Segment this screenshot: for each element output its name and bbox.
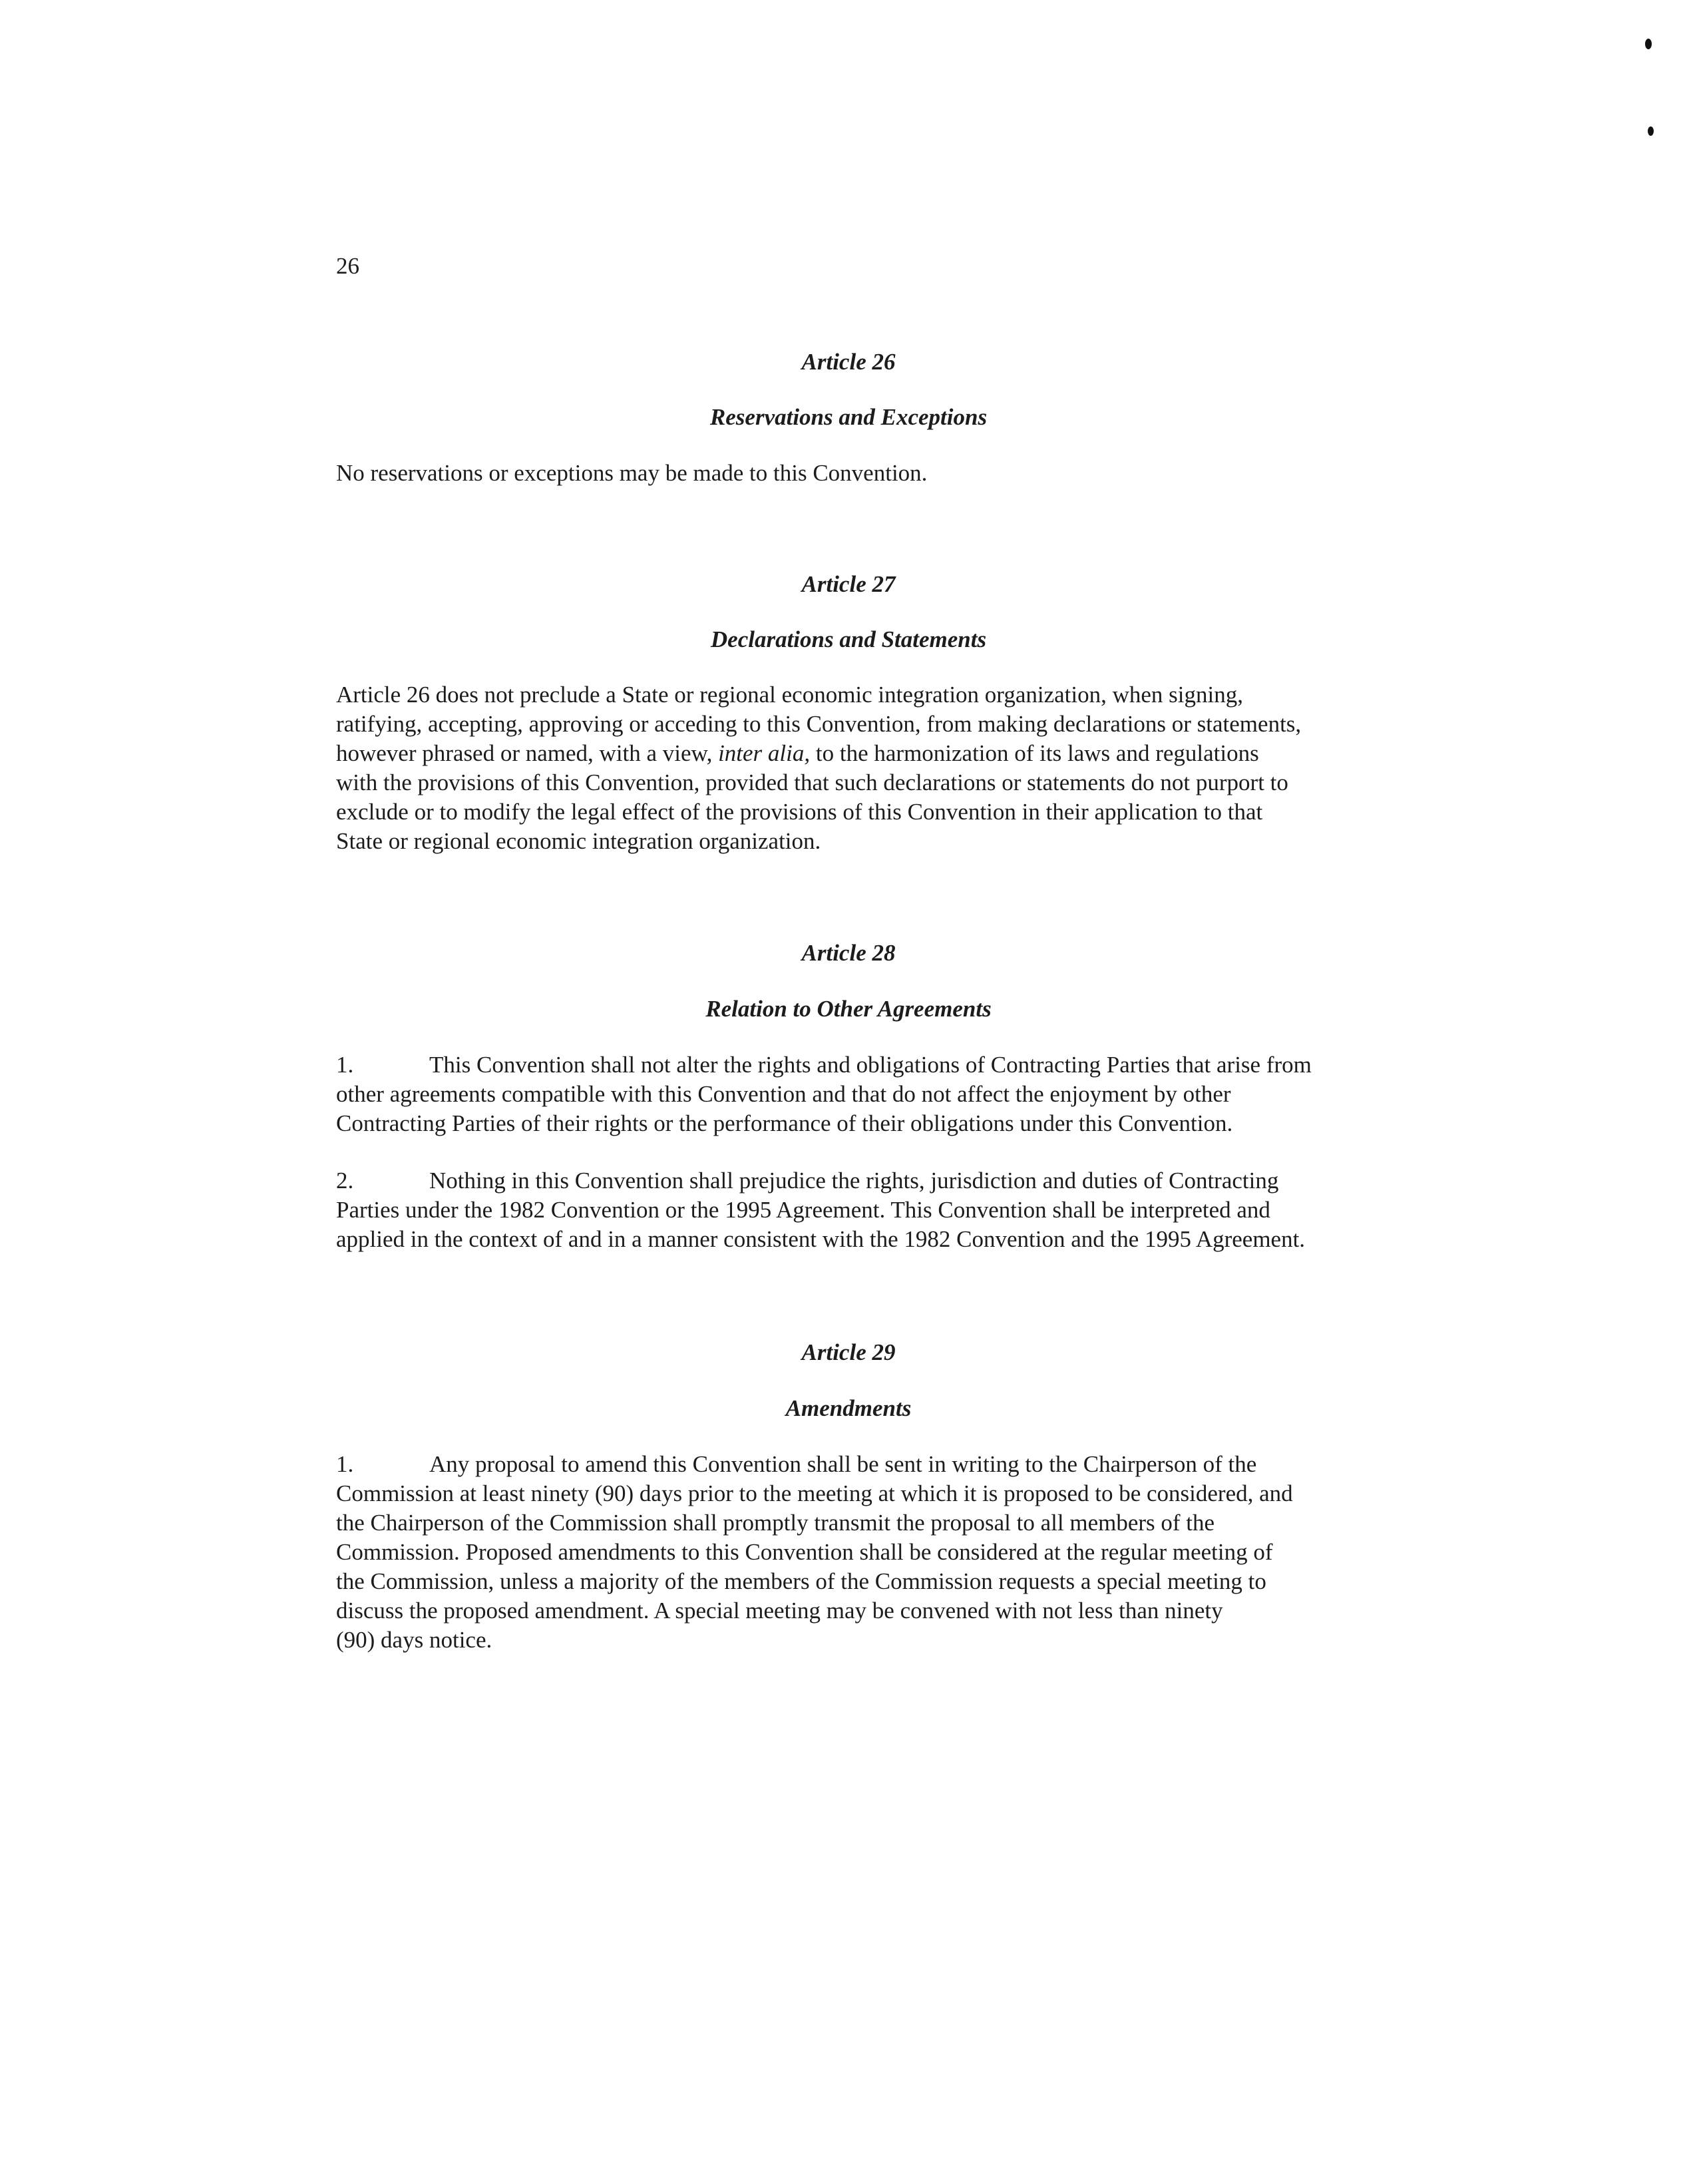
body-line — [336, 739, 1301, 768]
body-line: Parties under the 1982 Convention or the 1995 Agreement. This Convention shall be interpreted and — [336, 1197, 1270, 1223]
paragraph-number: 1. — [336, 1052, 354, 1078]
body-line: (90) days notice. — [336, 1627, 492, 1653]
body-line: No reservations or exceptions may be made to this Convention. — [336, 460, 928, 486]
body-line: applied in the context of and in a manner consistent with the 1982 Convention and the 1995 Agreement. — [336, 1226, 1306, 1252]
article-28-paragraph-2 — [336, 1166, 1305, 1254]
body-text: Nothing in this Convention shall prejudice the rights, jurisdiction and duties of Contracting — [429, 1168, 1279, 1194]
body-line: the Chairperson of the Commission shall promptly transmit the proposal to all members of the — [336, 1510, 1215, 1536]
article-29-title: Amendments — [785, 1395, 912, 1421]
latin-term: inter alia, — [718, 740, 811, 766]
scan-speck-mark — [1645, 39, 1652, 49]
paragraph-number: 1. — [336, 1451, 354, 1477]
article-28-title: Relation to Other Agreements — [705, 996, 992, 1022]
article-29-paragraph-1 — [336, 1450, 1293, 1655]
body-line: Commission. Proposed amendments to this Convention shall be considered at the regular meeting of — [336, 1539, 1273, 1565]
body-line: discuss the proposed amendment. A special meeting may be convened with not less than ninety — [336, 1598, 1223, 1624]
body-line: ratifying, accepting, approving or acceding to this Convention, from making declarations or statements, — [336, 711, 1302, 737]
body-line: State or regional economic integration organization. — [336, 828, 821, 854]
body-line: Article 26 does not preclude a State or regional economic integration organization, when signing, — [336, 682, 1243, 708]
body-line: with the provisions of this Convention, provided that such declarations or statements do not purport to — [336, 769, 1288, 795]
article-28-paragraph-1 — [336, 1050, 1312, 1138]
paragraph-number: 2. — [336, 1168, 354, 1194]
article-27-title: Declarations and Statements — [710, 626, 987, 652]
body-text: Any proposal to amend this Convention shall be sent in writing to the Chairperson of the — [429, 1451, 1257, 1477]
scan-speck-mark — [1648, 126, 1654, 136]
body-line — [336, 1166, 1305, 1196]
body-text: to the harmonization of its laws and regulations — [815, 740, 1259, 766]
page-number: 26 — [336, 253, 359, 279]
article-26-number: Article 26 — [801, 349, 896, 375]
body-text: however phrased or named, with a view, — [336, 740, 713, 766]
article-26-title: Reservations and Exceptions — [709, 404, 988, 430]
body-line: exclude or to modify the legal effect of the provisions of this Convention in their application to that — [336, 799, 1263, 825]
article-27-number: Article 27 — [801, 571, 896, 597]
body-line — [336, 1450, 1293, 1479]
body-text: This Convention shall not alter the rights and obligations of Contracting Parties that arise from — [429, 1052, 1312, 1078]
article-27-body — [336, 680, 1301, 856]
article-28-number: Article 28 — [801, 940, 896, 966]
body-line: other agreements compatible with this Convention and that do not affect the enjoyment by other — [336, 1081, 1231, 1107]
article-26-body — [336, 459, 927, 488]
body-line: the Commission, unless a majority of the members of the Commission requests a special meeting to — [336, 1568, 1266, 1594]
body-line: Contracting Parties of their rights or the performance of their obligations under this Convention. — [336, 1110, 1233, 1136]
body-line — [336, 1050, 1312, 1080]
body-line: Commission at least ninety (90) days prior to the meeting at which it is proposed to be considered, and — [336, 1480, 1293, 1506]
article-29-number: Article 29 — [801, 1339, 896, 1365]
